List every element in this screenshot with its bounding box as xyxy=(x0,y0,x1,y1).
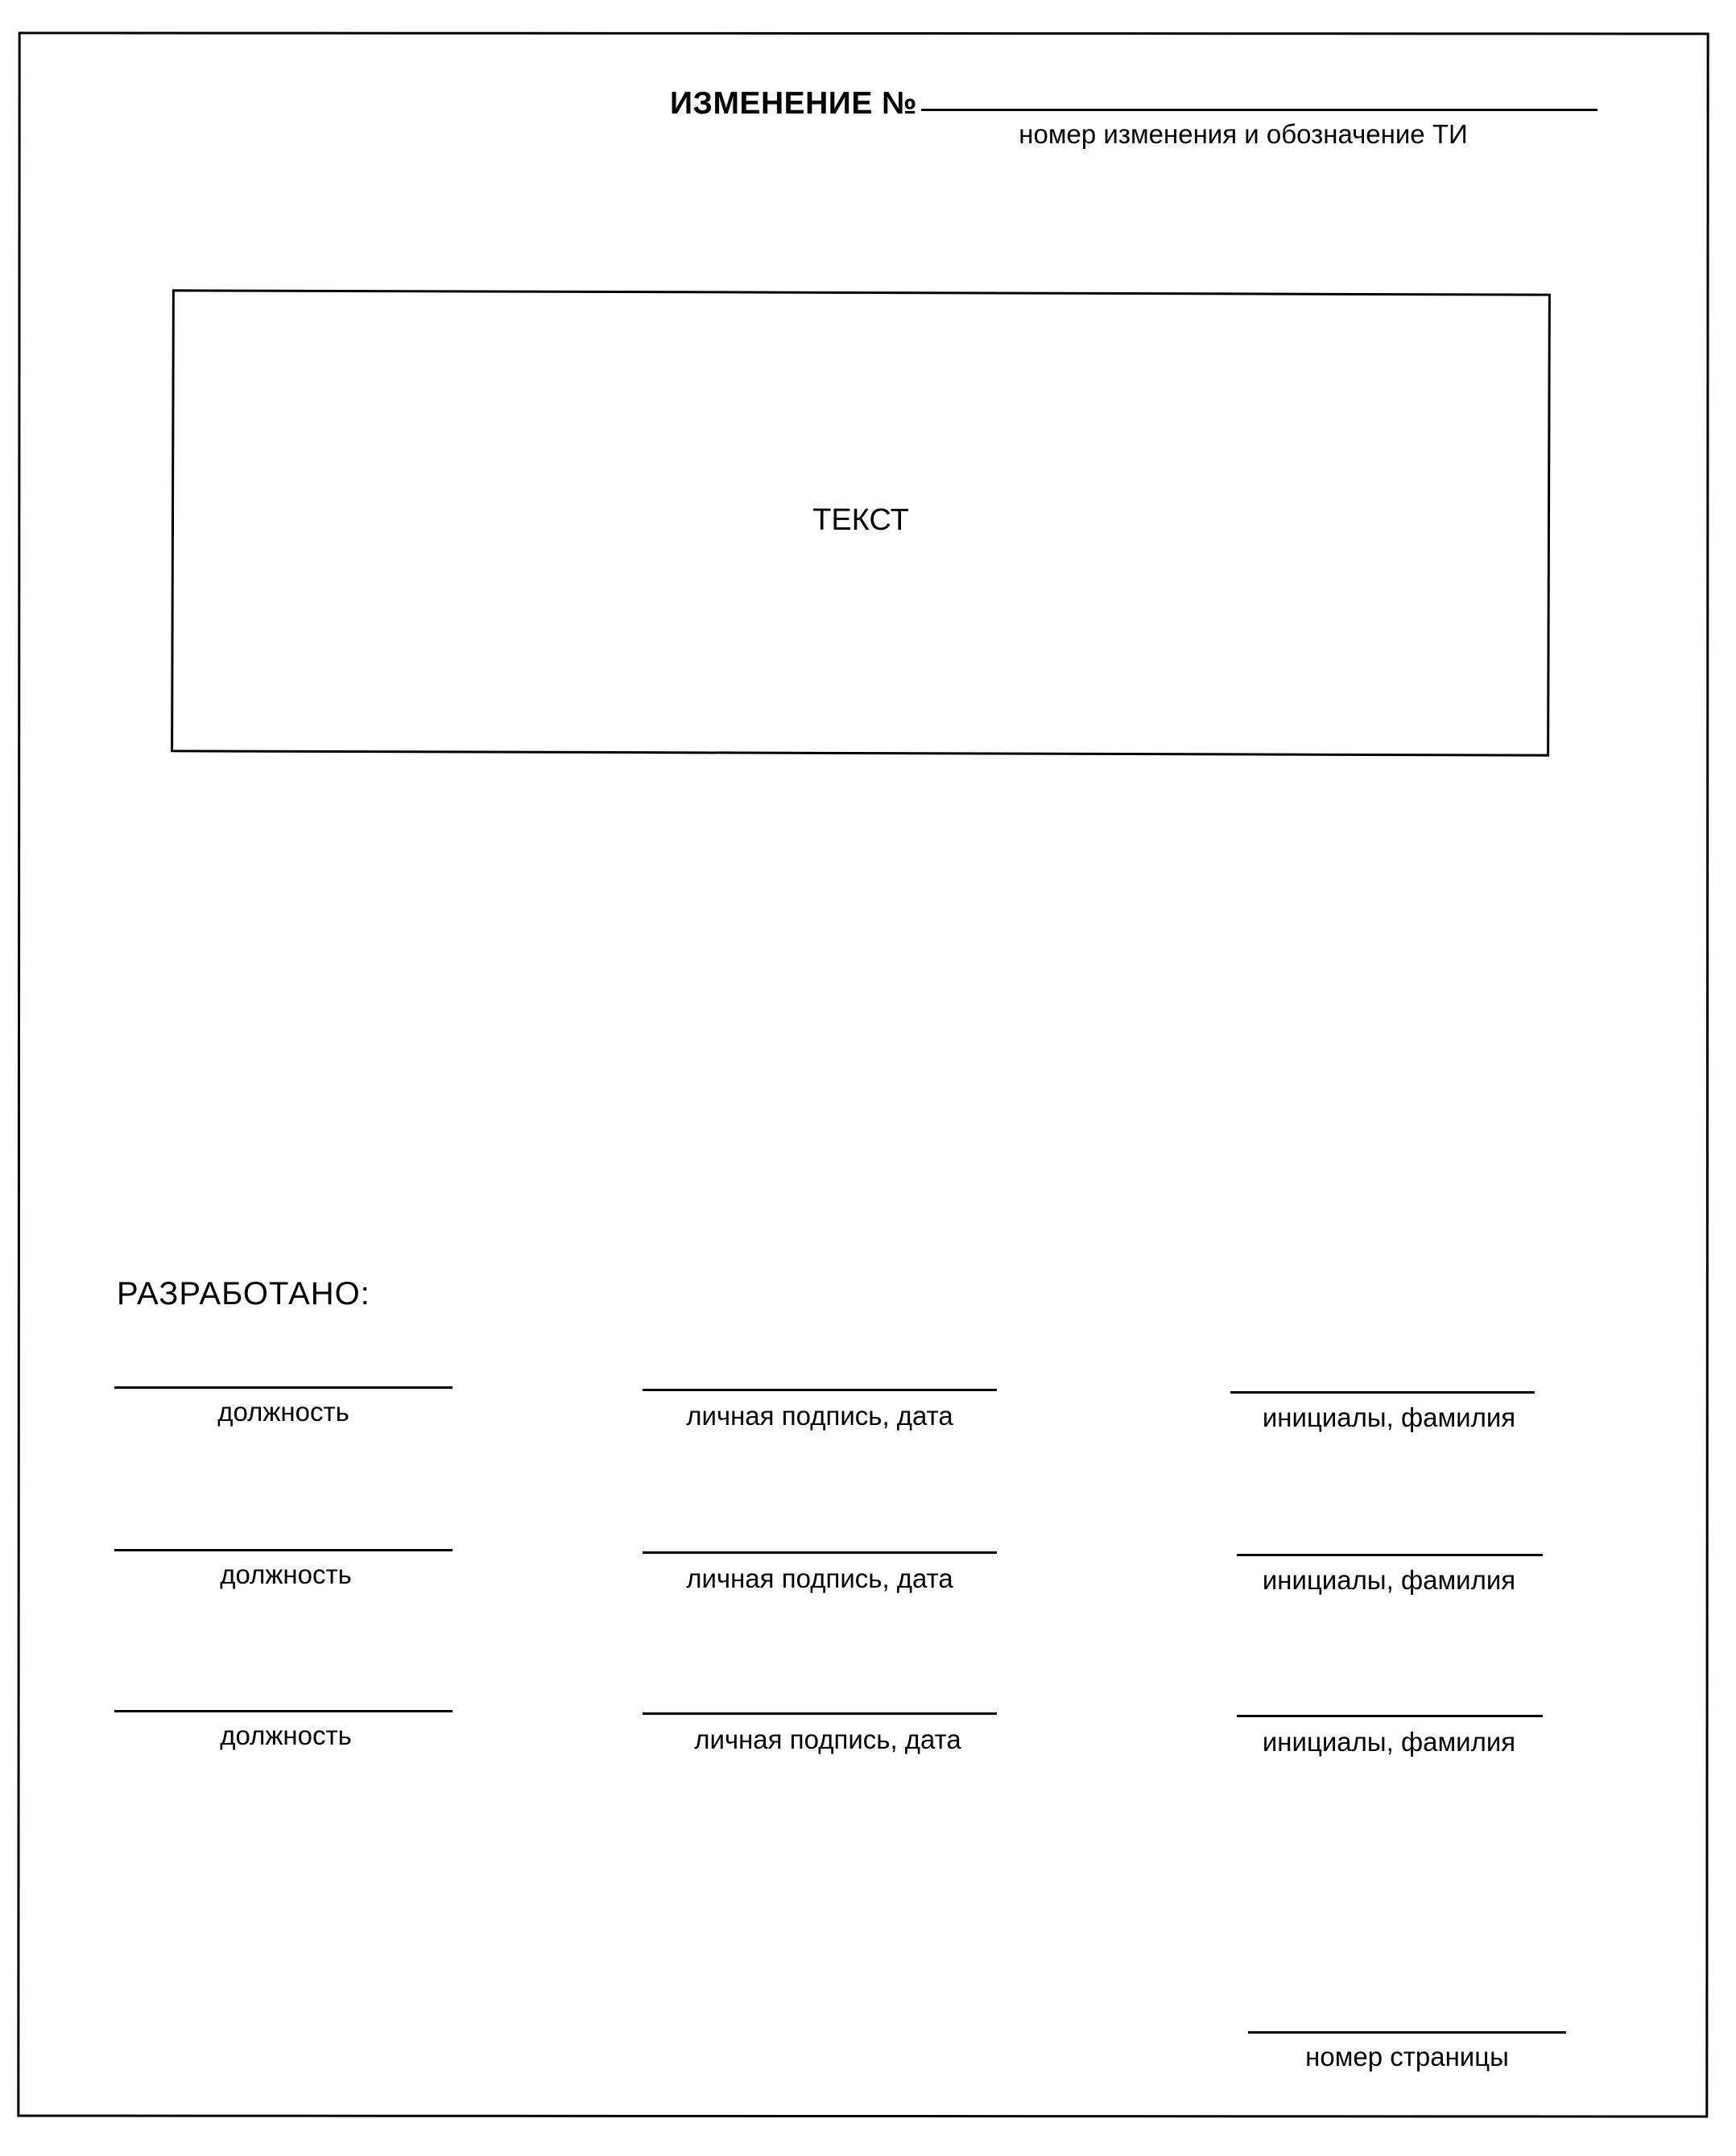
signature-caption-2: личная подпись, дата xyxy=(686,1563,953,1593)
text-box[interactable] xyxy=(171,289,1551,756)
name-line-2[interactable] xyxy=(1237,1554,1543,1556)
position-line-2[interactable] xyxy=(114,1549,453,1551)
position-caption-1: должность xyxy=(217,1397,349,1427)
position-caption-2: должность xyxy=(220,1559,352,1589)
name-caption-2: инициалы, фамилия xyxy=(1262,1565,1516,1595)
name-caption-1: инициалы, фамилия xyxy=(1262,1402,1516,1432)
signature-line-1[interactable] xyxy=(643,1389,997,1391)
name-caption-3: инициалы, фамилия xyxy=(1262,1727,1516,1757)
developed-label: РАЗРАБОТАНО: xyxy=(117,1276,370,1311)
name-line-1[interactable] xyxy=(1230,1391,1535,1394)
change-number-line[interactable] xyxy=(921,109,1598,111)
change-title: ИЗМЕНЕНИЕ № xyxy=(670,86,918,121)
position-line-1[interactable] xyxy=(114,1386,453,1389)
text-box-label: ТЕКСТ xyxy=(812,502,909,538)
page-number-caption: номер страницы xyxy=(1305,2042,1509,2071)
signature-caption-3: личная подпись, дата xyxy=(694,1724,961,1754)
page-number-line[interactable] xyxy=(1248,2031,1566,2034)
signature-line-2[interactable] xyxy=(643,1551,997,1554)
position-line-3[interactable] xyxy=(114,1710,453,1712)
signature-caption-1: личная подпись, дата xyxy=(686,1401,953,1431)
position-caption-3: должность xyxy=(220,1720,352,1750)
name-line-3[interactable] xyxy=(1237,1715,1543,1717)
change-number-caption: номер изменения и обозначение ТИ xyxy=(1019,119,1468,149)
change-header xyxy=(670,71,917,119)
signature-line-3[interactable] xyxy=(643,1712,997,1715)
